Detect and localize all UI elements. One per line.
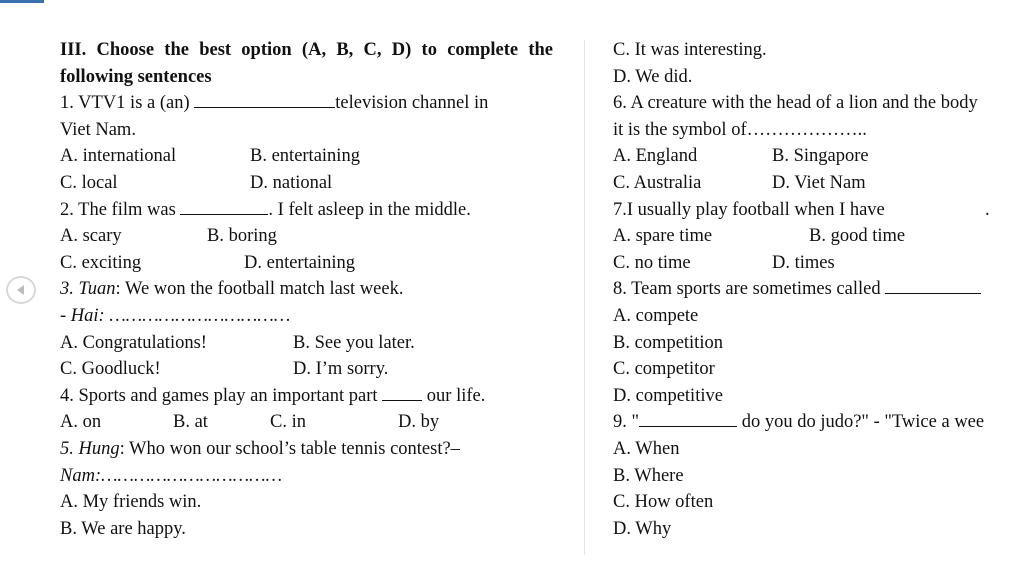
q2-options-row-1: [60, 223, 560, 250]
q6-option-a[interactable]: A. England: [613, 146, 698, 167]
q2-option-d[interactable]: D. entertaining: [244, 252, 355, 273]
q4-text-post: our life.: [422, 385, 486, 406]
heading-line-1: III. Choose the best option (A, B, C, D) to complete the: [60, 40, 553, 60]
q4-option-d[interactable]: D. by: [398, 412, 440, 433]
question-9: [613, 409, 1024, 436]
q5-reply-text: Nam:……………………………: [60, 465, 283, 486]
question-3: [60, 276, 560, 303]
q3-reply-text: - Hai: ……………………………: [60, 305, 291, 326]
q6-option-d[interactable]: D. Viet Nam: [772, 172, 866, 193]
q2-options-row-2: [60, 250, 560, 277]
q2-option-b[interactable]: B. boring: [207, 226, 277, 247]
heading-line-2: following sentences: [60, 66, 212, 87]
q3-options-row-1: [60, 330, 560, 357]
q9-text-pre: 9. ": [613, 412, 640, 433]
q4-option-a[interactable]: A. on: [60, 412, 102, 433]
q6-line-2: it is the symbol of………………..: [613, 119, 867, 140]
q3-number: 3.: [60, 279, 79, 300]
q2-text-pre: 2. The film was: [60, 199, 181, 220]
q2-option-a[interactable]: A. scary: [60, 226, 122, 247]
q9-option-a[interactable]: A. When: [613, 438, 680, 459]
q1-option-c[interactable]: C. local: [60, 172, 118, 193]
q9-option-d[interactable]: D. Why: [613, 518, 672, 539]
q1-text-pre: 1. VTV1 is a (an): [60, 93, 195, 114]
q2-answer-blank[interactable]: [180, 197, 268, 215]
q1-text-post: television channel in: [335, 93, 489, 114]
q4-options-row: [60, 409, 560, 436]
q5-option-a[interactable]: A. My friends win.: [60, 492, 202, 513]
worksheet-page: [0, 37, 1024, 557]
q5-text: : Who won our school’s table tennis contest?–: [119, 438, 460, 459]
q9-text-post: do you do judo?" - "Twice a wee: [737, 412, 985, 433]
q4-option-c[interactable]: C. in: [270, 412, 306, 433]
q1-option-a[interactable]: A. international: [60, 146, 177, 167]
left-column: [60, 37, 560, 542]
q5-reply: [60, 463, 560, 490]
question-8: [613, 276, 1024, 303]
q3-text: : We won the football match last week.: [115, 279, 404, 300]
q4-option-b[interactable]: B. at: [173, 412, 208, 433]
q7-option-c[interactable]: C. no time: [613, 252, 691, 273]
q7-options-row-1: [613, 223, 1024, 250]
q1-option-d[interactable]: D. national: [250, 172, 333, 193]
q1-line-2: Viet Nam.: [60, 119, 136, 140]
q6-option-c[interactable]: C. Australia: [613, 172, 702, 193]
q5-speaker: Hung: [78, 438, 120, 459]
q7-option-b[interactable]: B. good time: [809, 226, 906, 247]
question-1: [60, 90, 560, 117]
q8-answer-blank[interactable]: [885, 276, 981, 294]
q7-option-d[interactable]: D. times: [772, 252, 835, 273]
q8-option-b[interactable]: B. competition: [613, 332, 723, 353]
q3-option-d[interactable]: D. I’m sorry.: [293, 359, 389, 380]
question-4: [60, 383, 560, 410]
q3-option-a[interactable]: A. Congratulations!: [60, 332, 207, 353]
q3-option-b[interactable]: B. See you later.: [293, 332, 415, 353]
q5-option-d[interactable]: D. We did.: [613, 66, 693, 87]
q1-options-row-1: [60, 143, 560, 170]
q9-option-b[interactable]: B. Where: [613, 465, 684, 486]
q6-options-row-1: [613, 143, 1024, 170]
q5-option-b[interactable]: B. We are happy.: [60, 518, 186, 539]
q8-option-a[interactable]: A. compete: [613, 305, 699, 326]
q2-option-c[interactable]: C. exciting: [60, 252, 142, 273]
q4-answer-blank[interactable]: [382, 383, 422, 401]
q3-speaker: Tuan: [78, 279, 116, 300]
q1-option-b[interactable]: B. entertaining: [250, 146, 360, 167]
q7-option-a[interactable]: A. spare time: [613, 226, 713, 247]
q6-options-row-2: [613, 170, 1024, 197]
section-heading: [60, 37, 560, 64]
top-accent-bar: [0, 0, 44, 3]
q6-option-b[interactable]: B. Singapore: [772, 146, 869, 167]
q8-option-c[interactable]: C. competitor: [613, 359, 715, 380]
q3-options-row-2: [60, 356, 560, 383]
q7-text: 7.I usually play football when I have: [613, 199, 885, 220]
q1-options-row-2: [60, 170, 560, 197]
q9-option-c[interactable]: C. How often: [613, 492, 714, 513]
right-column: [613, 37, 1024, 542]
q3-reply: [60, 303, 560, 330]
q1-answer-blank[interactable]: [194, 90, 335, 108]
q3-option-c[interactable]: C. Goodluck!: [60, 359, 161, 380]
question-2: [60, 197, 560, 224]
question-6: 6. A creature with the head of a lion and the body: [613, 93, 978, 114]
q4-text-pre: 4. Sports and games play an important part: [60, 385, 383, 406]
q8-option-d[interactable]: D. competitive: [613, 385, 723, 406]
q5-option-c[interactable]: C. It was interesting.: [613, 40, 767, 60]
q2-text-post: . I felt asleep in the middle.: [268, 199, 471, 220]
question-5: [60, 436, 560, 463]
q9-answer-blank[interactable]: [639, 409, 737, 427]
q7-period: .: [985, 199, 990, 220]
q5-number: 5.: [60, 438, 79, 459]
q8-text: 8. Team sports are sometimes called: [613, 279, 886, 300]
q7-options-row-2: [613, 250, 1024, 277]
question-7: [613, 197, 1024, 224]
